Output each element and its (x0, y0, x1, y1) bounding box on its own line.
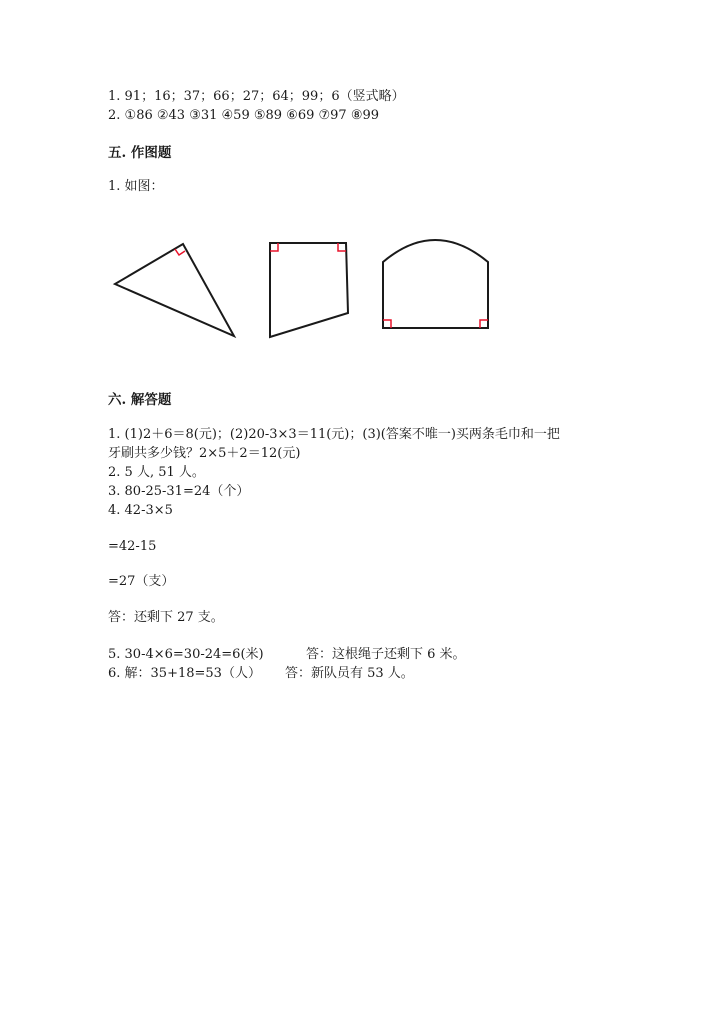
right-angle-mark (383, 320, 391, 328)
answer-line-4-1: 1. 91；16；37；66；27；64；99；6（竖式略） (108, 89, 405, 104)
right-angle-mark (338, 243, 346, 251)
answer-q5-calculation: 5. 30-4×6=30-24=6(米) (108, 647, 264, 662)
answer-q3: 3. 80-25-31=24（个） (108, 484, 250, 499)
drawing-item-1: 1. 如图： (108, 179, 164, 194)
right-triangle-figure (110, 238, 240, 340)
answer-q5-reply: 答：这根绳子还剩下 6 米。 (306, 647, 466, 662)
quadrilateral-figure (266, 238, 356, 342)
answer-q1-line-2: 牙刷共多少钱？2×5＋2＝12(元) (108, 446, 301, 461)
arch-figure (378, 234, 494, 334)
answer-q4-reply: 答：还剩下 27 支。 (108, 610, 224, 625)
section-heading-problems: 六. 解答题 (108, 392, 172, 408)
answer-q6-calculation: 6. 解：35+18=53（人） (108, 666, 261, 681)
answer-q4-line-2: =42-15 (108, 539, 157, 554)
answer-line-4-2: 2. ①86 ②43 ③31 ④59 ⑤89 ⑥69 ⑦97 ⑧99 (108, 108, 380, 123)
quadrilateral-shape (270, 243, 348, 337)
triangle-shape (115, 244, 234, 336)
right-angle-mark (270, 243, 278, 251)
answer-q6-reply: 答：新队员有 53 人。 (285, 666, 414, 681)
section-heading-drawing: 五. 作图题 (108, 145, 172, 161)
answer-q4-line-3: =27（支） (108, 574, 175, 589)
right-angle-mark (175, 249, 185, 255)
arch-shape (383, 240, 488, 328)
answer-q4-line-1: 4. 42-3×5 (108, 503, 173, 518)
answer-q2: 2. 5 人, 51 人。 (108, 465, 205, 480)
right-angle-mark (480, 320, 488, 328)
answer-q1-line-1: 1. (1)2＋6＝8(元)；(2)20-3×3＝11(元)；(3)(答案不唯一)买两条毛巾和一把 (108, 427, 560, 442)
